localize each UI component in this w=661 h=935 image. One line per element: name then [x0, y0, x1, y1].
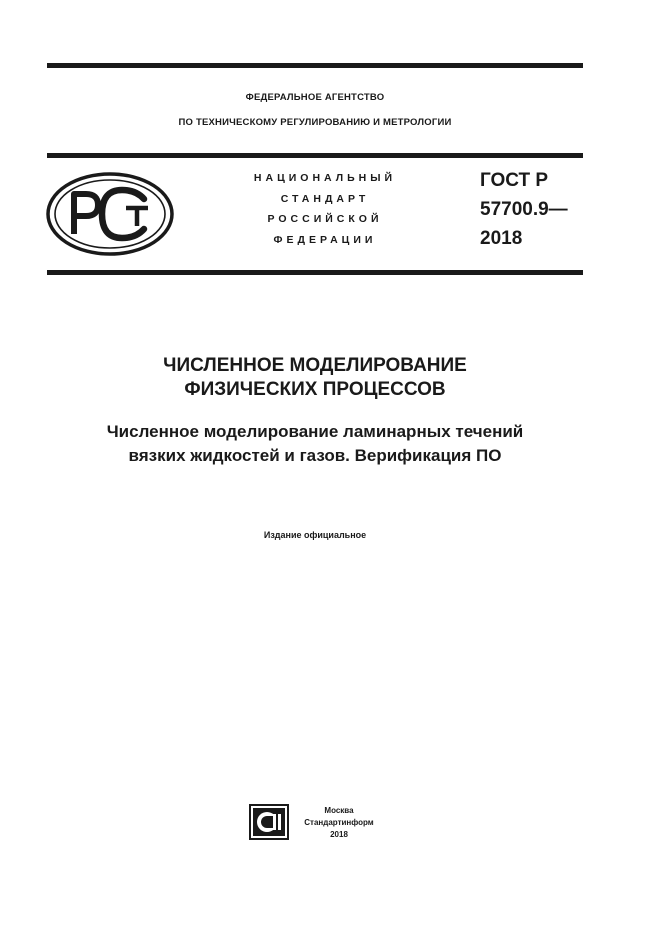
designation-line-3: 2018	[480, 228, 523, 249]
standartinform-logo-icon	[249, 804, 289, 840]
standard-type-line-2: СТАНДАРТ	[280, 193, 370, 205]
document-title-line-2: ФИЗИЧЕСКИХ ПРОЦЕССОВ	[184, 379, 446, 400]
designation-line-2: 57700.9—	[480, 199, 568, 220]
standard-type-line-3: РОССИЙСКОЙ	[267, 213, 383, 225]
publisher-name: Стандартинформ	[304, 818, 374, 827]
top-rule	[47, 63, 583, 68]
document-subtitle-line-1: Численное моделирование ламинарных течений	[106, 422, 524, 441]
document-title-line-1: ЧИСЛЕННОЕ МОДЕЛИРОВАНИЕ	[163, 355, 467, 376]
edition-note: Издание официальное	[263, 530, 367, 540]
rst-certification-mark-icon	[46, 172, 174, 256]
document-subtitle-line-2: вязких жидкостей и газов. Верификация ПО	[128, 446, 502, 465]
standard-type-line-1: НАЦИОНАЛЬНЫЙ	[253, 172, 397, 184]
publisher-city: Москва	[324, 806, 354, 815]
header-bottom-rule	[47, 270, 583, 275]
designation-line-1: ГОСТ Р	[480, 170, 549, 191]
agency-line-2: ПО ТЕХНИЧЕСКОМУ РЕГУЛИРОВАНИЮ И МЕТРОЛОГИИ	[178, 117, 452, 128]
publisher-year: 2018	[330, 830, 348, 839]
header-top-rule	[47, 153, 583, 158]
agency-line-1: ФЕДЕРАЛЬНОЕ АГЕНТСТВО	[245, 92, 385, 103]
standard-type-line-4: ФЕДЕРАЦИИ	[273, 234, 377, 246]
